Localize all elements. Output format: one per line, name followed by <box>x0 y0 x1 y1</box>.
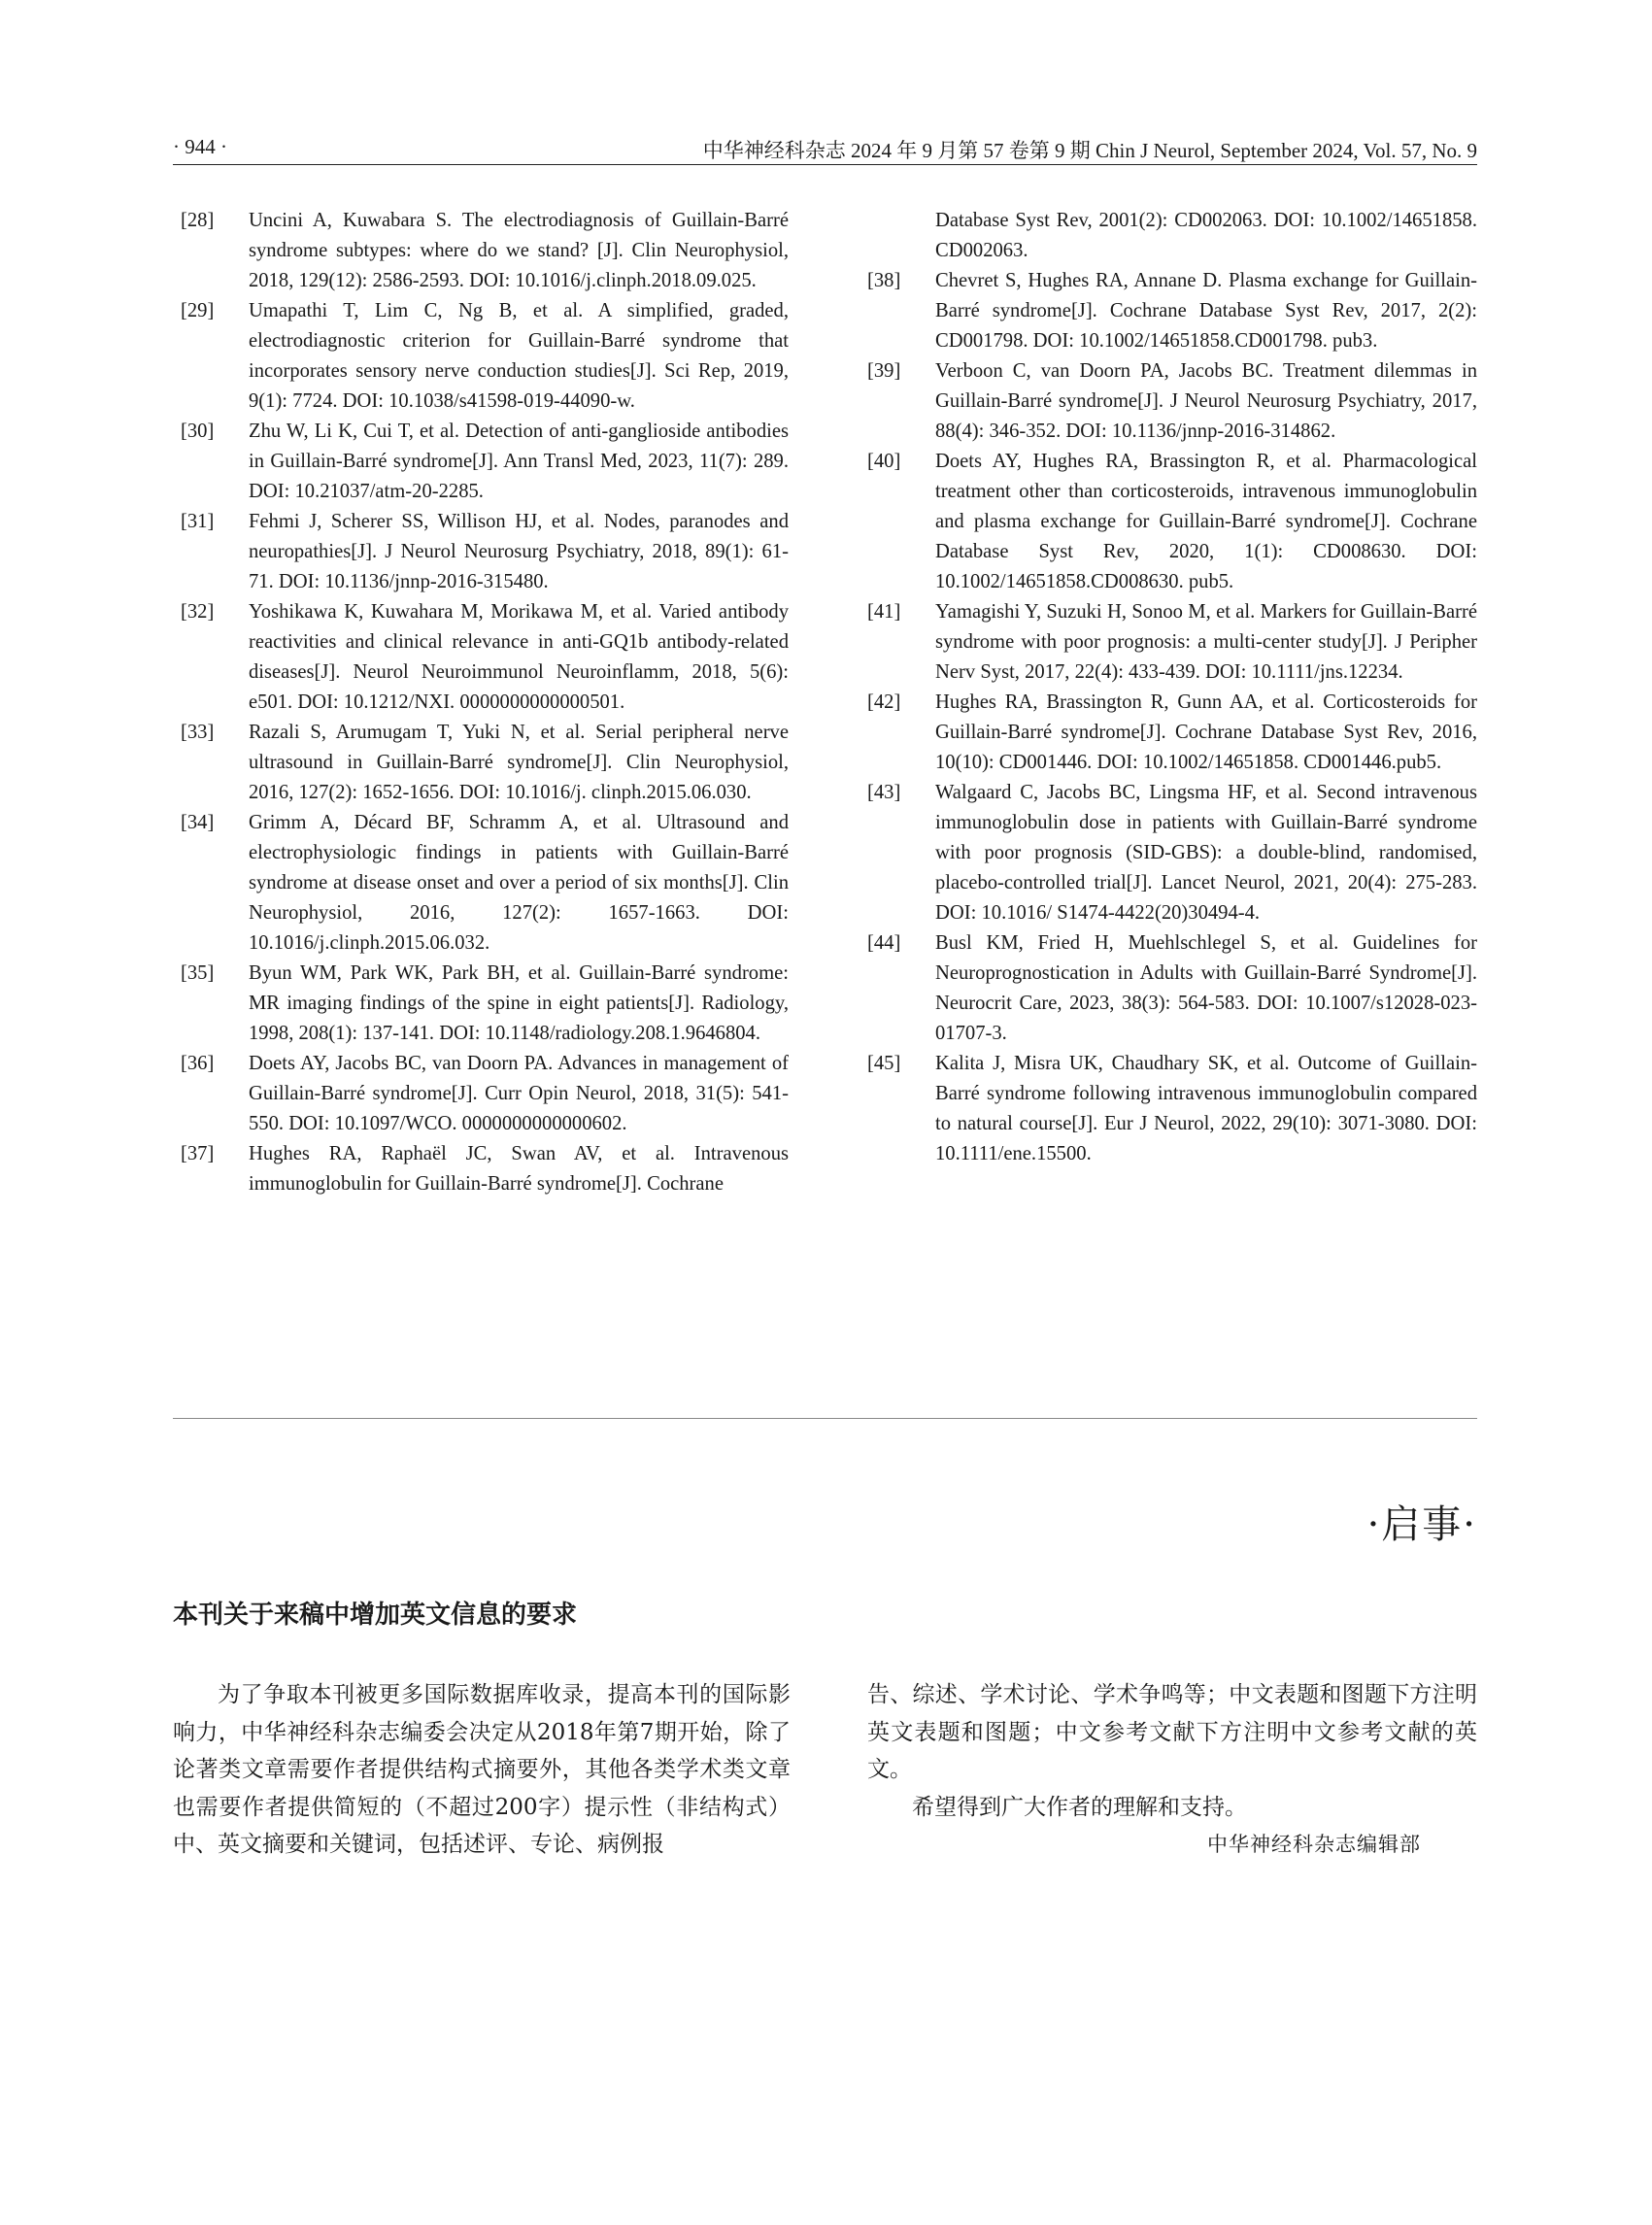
reference-item <box>181 1049 789 1139</box>
reference-item <box>181 597 789 718</box>
reference-text: Kalita J, Misra UK, Chaudhary SK, et al. Outcome of Guillain-Barré syndrome following intravenous immunoglobulin compared to natural course[J]. Eur J Neurol, 2022, 29(10): 3071-3080. DOI: 10.1111/ene.15500. <box>935 1053 1477 1164</box>
section-divider <box>173 1418 1477 1419</box>
running-header <box>173 131 1477 165</box>
reference-item <box>181 296 789 417</box>
references-left-column <box>181 206 789 1199</box>
reference-text: Hughes RA, Raphaël JC, Swan AV, et al. Intravenous immunoglobulin for Guillain-Barré syndrome[J]. Cochrane <box>249 1143 789 1195</box>
reference-item <box>181 718 789 808</box>
notice-right-column <box>867 1676 1477 1864</box>
notice-paragraph-continuation: 告、综述、学术讨论、学术争鸣等；中文表题和图题下方注明英文表题和图题；中文参考文献下方注明中文参考文献的英文。 <box>867 1682 1477 1782</box>
reference-item <box>867 688 1477 778</box>
reference-text: Uncini A, Kuwabara S. The electrodiagnosis of Guillain-Barré syndrome subtypes: where do we stand? [J]. Clin Neurophysiol, 2018, 129(12): 2586-2593. DOI: 10.1016/j.clinph.2018.09.025. <box>249 210 789 291</box>
reference-number: [40] <box>867 451 901 472</box>
reference-number: [34] <box>181 812 215 833</box>
reference-number: [37] <box>181 1143 215 1164</box>
reference-item <box>867 266 1477 356</box>
reference-number: [33] <box>181 722 215 743</box>
notice-title: 本刊关于来稿中增加英文信息的要求 <box>173 1601 578 1630</box>
reference-text: Fehmi J, Scherer SS, Willison HJ, et al. Nodes, paranodes and neuropathies[J]. J Neurol Neurosurg Psychiatry, 2018, 89(1): 61-71. DOI: 10.1136/jnnp-2016-315480. <box>249 511 789 592</box>
notice-paragraph: 为了争取本刊被更多国际数据库收录，提高本刊的国际影响力，中华神经科杂志编委会决定从2018年第7期开始，除了论著类文章需要作者提供结构式摘要外，其他各类学术类文章也需要作者提供简短的（不超过200字）提示性（非结构式）中、英文摘要和关键词，包括述评、专论、病例报 <box>173 1682 791 1857</box>
notice-tag: ·启事· <box>1366 1502 1477 1547</box>
reference-item <box>867 356 1477 447</box>
references-right-column <box>867 206 1477 1169</box>
reference-number: [30] <box>181 421 215 442</box>
reference-number: [39] <box>867 360 901 382</box>
reference-text: Doets AY, Hughes RA, Brassington R, et al. Pharmacological treatment other than corticosteroids, intravenous immunoglobulin and plasma exchange for Guillain-Barré syndrome[J]. Cochrane Database Syst Rev, 2020, 1(1): CD008630. DOI: 10.1002/14651858.CD008630. pub5. <box>935 451 1477 592</box>
reference-item <box>867 778 1477 928</box>
journal-title: 中华神经科杂志 2024 年 9 月第 57 卷第 9 期 Chin J Neurol, September 2024, Vol. 57, No. 9 <box>702 139 1477 162</box>
reference-text: Umapathi T, Lim C, Ng B, et al. A simplified, graded, electrodiagnostic criterion for Guillain-Barré syndrome that incorporates sensory nerve conduction studies[J]. Sci Rep, 2019, 9(1): 7724. DOI: 10.1038/s41598-019-44090-w. <box>249 300 789 412</box>
reference-text: Yoshikawa K, Kuwahara M, Morikawa M, et al. Varied antibody reactivities and clinical relevance in anti-GQ1b antibody-related diseases[J]. Neurol Neuroimmunol Neuroinflamm, 2018, 5(6): e501. DOI: 10.1212/NXI. 0000000000000501. <box>249 601 789 713</box>
reference-item <box>181 206 789 296</box>
reference-item <box>181 1139 789 1199</box>
reference-item <box>867 928 1477 1049</box>
reference-number: [42] <box>867 691 901 713</box>
reference-text: Razali S, Arumugam T, Yuki N, et al. Serial peripheral nerve ultrasound in Guillain-Barré syndrome[J]. Clin Neurophysiol, 2016, 127(2): 1652-1656. DOI: 10.1016/j. clinph.2015.06.030. <box>249 722 789 803</box>
notice-paragraph: 希望得到广大作者的理解和支持。 <box>912 1794 1247 1820</box>
reference-text: Chevret S, Hughes RA, Annane D. Plasma exchange for Guillain-Barré syndrome[J]. Cochrane Database Syst Rev, 2017, 2(2): CD001798. DOI: 10.1002/14651858.CD001798. pub3. <box>935 270 1477 352</box>
reference-number: [38] <box>867 270 901 291</box>
reference-text: Doets AY, Jacobs BC, van Doorn PA. Advances in management of Guillain-Barré syndrome[J]. Curr Opin Neurol, 2018, 31(5): 541-550. DOI: 10.1097/WCO. 0000000000000602. <box>249 1053 789 1134</box>
reference-item <box>867 447 1477 597</box>
notice-left-column <box>173 1676 791 1864</box>
reference-number: [43] <box>867 782 901 803</box>
reference-text: Yamagishi Y, Suzuki H, Sonoo M, et al. Markers for Guillain-Barré syndrome with poor prognosis: a multi-center study[J]. J Peripher Nerv Syst, 2017, 22(4): 433-439. DOI: 10.1111/jns.12234. <box>935 601 1477 683</box>
reference-item <box>181 417 789 507</box>
reference-text: Hughes RA, Brassington R, Gunn AA, et al. Corticosteroids for Guillain-Barré syndrome[J]. Cochrane Database Syst Rev, 2016, 10(10): CD001446. DOI: 10.1002/14651858. CD001446.pub5. <box>935 691 1477 773</box>
reference-item <box>181 808 789 959</box>
reference-item <box>181 507 789 597</box>
reference-number: [41] <box>867 601 901 623</box>
reference-item <box>867 597 1477 688</box>
page-number: · 944 · <box>173 135 227 158</box>
reference-number: [29] <box>181 300 215 321</box>
reference-number: [35] <box>181 962 215 984</box>
reference-continuation: Database Syst Rev, 2001(2): CD002063. DOI: 10.1002/14651858. CD002063. <box>935 210 1477 261</box>
reference-text: Verboon C, van Doorn PA, Jacobs BC. Treatment dilemmas in Guillain-Barré syndrome[J]. J Neurol Neurosurg Psychiatry, 2017, 88(4): 346-352. DOI: 10.1136/jnnp-2016-314862. <box>935 360 1477 442</box>
reference-text: Walgaard C, Jacobs BC, Lingsma HF, et al. Second intravenous immunoglobulin dose in patients with Guillain-Barré syndrome with poor prognosis (SID-GBS): a double-blind, randomised, placebo-controlled trial[J]. Lancet Neurol, 2021, 20(4): 275-283. DOI: 10.1016/ S1474-4422(20)30494-4. <box>935 782 1477 924</box>
reference-number: [36] <box>181 1053 215 1074</box>
reference-number: [32] <box>181 601 215 623</box>
reference-number: [45] <box>867 1053 901 1074</box>
reference-text: Byun WM, Park WK, Park BH, et al. Guillain-Barré syndrome: MR imaging findings of the spine in eight patients[J]. Radiology, 1998, 208(1): 137-141. DOI: 10.1148/radiology.208.1.9646804. <box>249 962 789 1044</box>
reference-text: Busl KM, Fried H, Muehlschlegel S, et al. Guidelines for Neuroprognostication in Adults with Guillain-Barré Syndrome[J]. Neurocrit Care, 2023, 38(3): 564-583. DOI: 10.1007/s12028-023-01707-3. <box>935 932 1477 1044</box>
notice-signature: 中华神经科杂志编辑部 <box>1207 1833 1421 1856</box>
reference-item <box>867 1049 1477 1169</box>
reference-number: [44] <box>867 932 901 954</box>
reference-text: Zhu W, Li K, Cui T, et al. Detection of anti-ganglioside antibodies in Guillain-Barré syndrome[J]. Ann Transl Med, 2023, 11(7): 289. DOI: 10.21037/atm-20-2285. <box>249 421 789 502</box>
reference-number: [28] <box>181 210 215 231</box>
reference-item <box>181 959 789 1049</box>
reference-text: Grimm A, Décard BF, Schramm A, et al. Ultrasound and electrophysiologic findings in patients with Guillain-Barré syndrome at disease onset and over a period of six months[J]. Clin Neurophysiol, 2016, 127(2): 1657-1663. DOI: 10.1016/j.clinph.2015.06.032. <box>249 812 789 954</box>
reference-number: [31] <box>181 511 215 532</box>
